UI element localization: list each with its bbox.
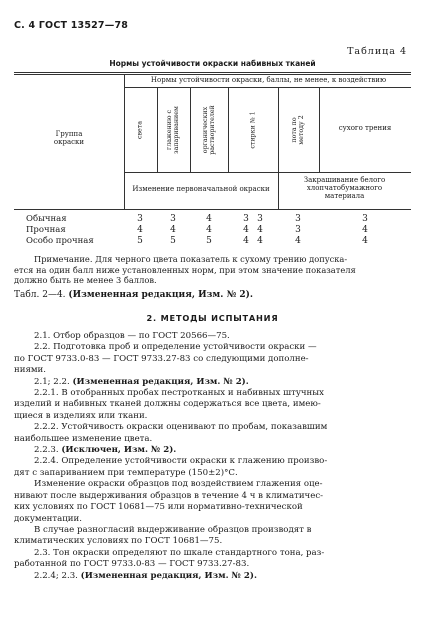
note-line: ется на один балл ниже установленных норм, при этом значение показателя [14, 264, 356, 275]
table-rule [124, 87, 411, 88]
col-header-line: запариванием [173, 106, 180, 154]
table-row-group: Прочная [26, 225, 66, 235]
table-cell-value: 4 [170, 225, 176, 235]
paragraph-line: 2.1. Отбор образцов — по ГОСТ 20566—75. [34, 331, 230, 341]
col-header-sweat [291, 115, 305, 145]
table-cell-value: 3 [170, 214, 176, 224]
note-line: должно быть не менее 3 баллов. [14, 275, 157, 286]
amendment-prefix: 2.2.3. [34, 445, 62, 456]
col-header-light: света [136, 120, 144, 140]
table-cell-value: 3 [295, 214, 301, 224]
paragraph-line: по ГОСТ 9733.0-83 — ГОСТ 9733.27-83 со следующими дополне- [14, 353, 309, 364]
paragraph-line [14, 377, 411, 388]
paragraph-line: дят с запариванием при температуре (150±2)°С. [14, 467, 238, 478]
col-header-line: методу 2 [298, 115, 305, 145]
note-line: Примечание. Для черного цвета показатель к сухому трению допуска- [34, 254, 348, 264]
col-header-ironing [166, 106, 180, 154]
col-header-dry-rubbing: сухого трения [338, 124, 392, 132]
col-header-line: растворителей [209, 105, 216, 155]
paragraph-line: изделий и набивных тканей должны содержаться все цвета, имею- [14, 399, 321, 410]
table-number: Таблица 4 [347, 46, 407, 57]
subheader-line: Закрашивание белого [303, 176, 386, 184]
group-column-header [14, 130, 124, 146]
table-cell-value: 5 [206, 236, 212, 246]
paragraph-line [14, 571, 411, 582]
table-rule [14, 74, 411, 75]
group-label-line: Группа [55, 130, 83, 138]
group-label-line: окраски [53, 138, 85, 146]
table-cell-value: 4 [257, 225, 263, 235]
page-header: С. 4 ГОСТ 13527—78 [14, 20, 129, 31]
paragraph-line: 2.3. Тон окраски определяют по шкале стандартного тона, раз- [34, 547, 325, 558]
table-cell-value: 4 [362, 225, 368, 235]
table-cell-value: 3 [243, 214, 249, 224]
table-rule [157, 87, 158, 172]
section-body [14, 331, 411, 582]
paragraph-line: нивают после выдерживания образцов в течение 4 ч в климатичес- [14, 490, 324, 501]
table-cell-value: 3 [137, 214, 143, 224]
table-cell-value: 4 [243, 236, 249, 246]
table-rule [124, 172, 411, 173]
table-cell-value: 3 [257, 214, 263, 224]
paragraph-line: Изменение окраски образцов под воздействием глажения оце- [34, 479, 323, 490]
table-cell-value: 3 [362, 214, 368, 224]
edit-note-prefix: Табл. 2—4. [14, 290, 69, 300]
table-rule [14, 72, 411, 73]
col-header-line: пота по [290, 117, 298, 143]
table-rule [228, 87, 229, 172]
paragraph-line: работанной по ГОСТ 9733.0-83 — ГОСТ 9733.27-83. [14, 559, 250, 570]
table-cell-value: 4 [206, 225, 212, 235]
table-row-group: Обычная [26, 214, 67, 224]
table-cell-value: 4 [362, 236, 368, 246]
amendment-note: (Измененная редакция, Изм. № 2). [80, 570, 257, 581]
amendment-prefix: 2.2.4; 2.3. [34, 570, 81, 581]
paragraph-line: 2.2.1. В отобранных пробах пестротканых и набивных штучных [34, 388, 324, 399]
col-header-washing: стирки № 1 [249, 111, 257, 149]
amendment-prefix: 2.1; 2.2. [34, 376, 73, 387]
table-cell-value: 3 [295, 225, 301, 235]
paragraph-line: 2.2. Подготовка проб и определение устойчивости окраски — [34, 342, 317, 353]
subheader-change: Изменение первоначальной окраски [132, 185, 270, 193]
subheader-line: хлопчатобумажного [306, 184, 383, 192]
paragraph-line: щиеся в изделиях или ткани. [14, 410, 148, 421]
col-header-organic [202, 105, 216, 155]
paragraph-line: наибольшее изменение цвета. [14, 433, 153, 444]
paragraph-line: ких условиях по ГОСТ 10681—75 или нормативно-технической [14, 502, 303, 513]
paragraph-line [14, 445, 411, 456]
paragraph-line: климатических условиях по ГОСТ 10681—75. [14, 536, 223, 547]
paragraph-line: документации. [14, 513, 82, 524]
table-cell-value: 4 [243, 225, 249, 235]
table-note [14, 254, 411, 286]
paragraph-line: 2.2.4. Определение устойчивости окраски к глажению произво- [34, 456, 328, 467]
edit-note [14, 290, 411, 301]
subheader-staining [278, 176, 411, 200]
paragraph-line: 2.2.2. Устойчивость окраски оценивают по пробам, показавшим [34, 422, 328, 433]
table-cell-value: 4 [257, 236, 263, 246]
subheader-line: материала [324, 192, 365, 200]
amendment-note: (Исключен, Изм. № 2). [61, 445, 177, 456]
table-row-group: Особо прочная [26, 236, 94, 246]
section-title: 2. МЕТОДЫ ИСПЫТАНИЯ [146, 313, 279, 323]
amendment-note: (Измененная редакция, Изм. № 2). [72, 376, 249, 387]
col-header-line: глажению с [165, 110, 173, 150]
table-rule [190, 87, 191, 172]
table-cell-value: 4 [137, 225, 143, 235]
edit-note-bold: (Измененная редакция, Изм. № 2). [68, 290, 254, 300]
col-header-line: органических [201, 106, 209, 154]
table-cell-value: 4 [295, 236, 301, 246]
table-cell-value: 4 [206, 214, 212, 224]
table-cell-value: 5 [137, 236, 143, 246]
table-top-header: Нормы устойчивости окраски, баллы, не менее, к воздействию [150, 76, 387, 84]
paragraph-line: ниями. [14, 365, 47, 376]
table-cell-value: 5 [170, 236, 176, 246]
table-rule [14, 209, 411, 210]
paragraph-line: В случае разногласий выдерживание образцов производят в [34, 524, 312, 535]
fastness-table [14, 72, 411, 248]
table-title: Нормы устойчивости окраски набивных тканей [109, 59, 316, 68]
